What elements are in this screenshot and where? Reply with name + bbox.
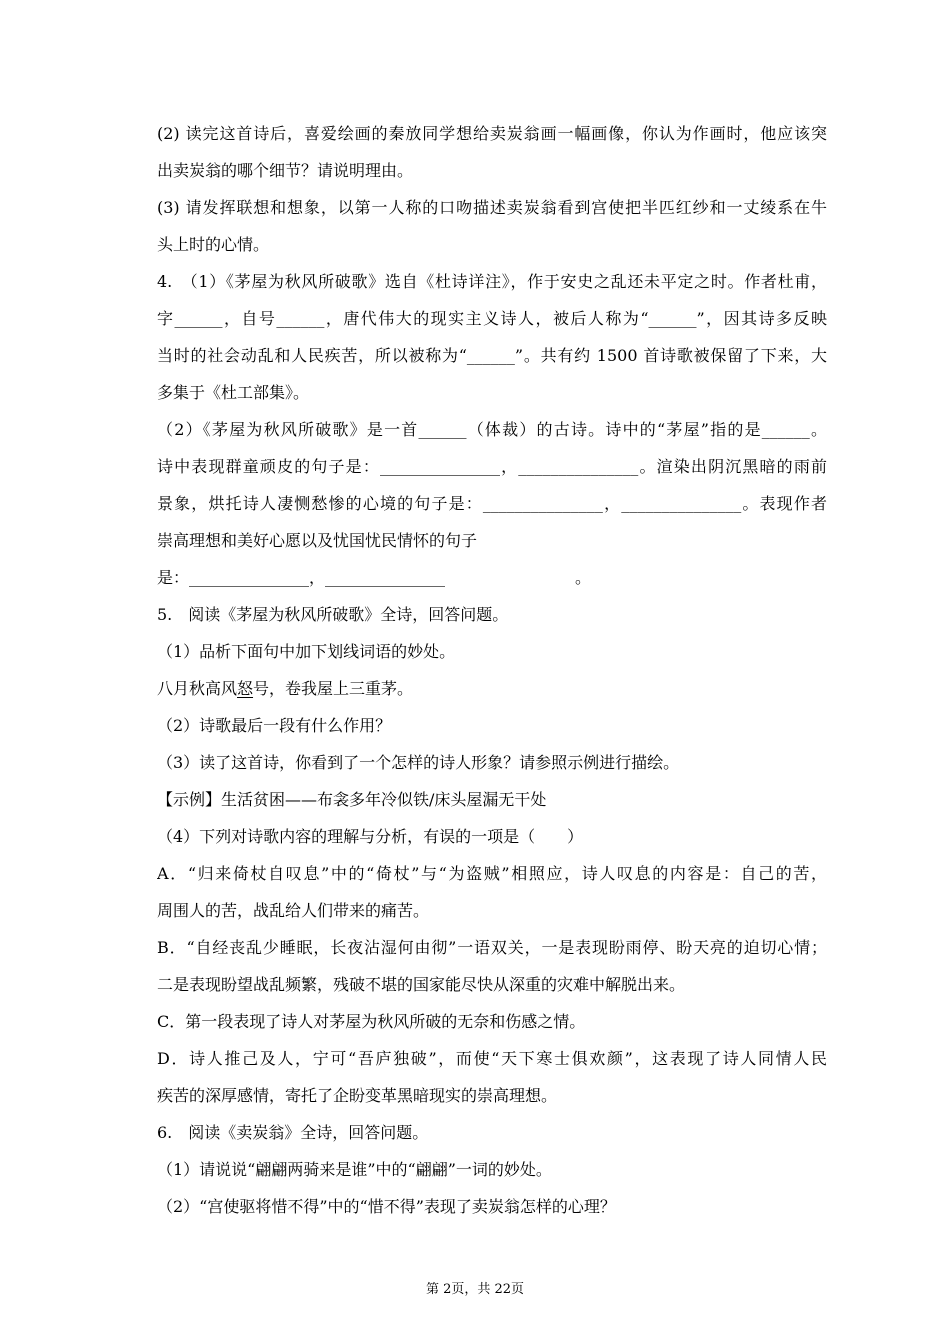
question-5-sub-2: （2）诗歌最后一段有什么作用？: [157, 716, 392, 735]
text-line: 诗中表现群童顽皮的句子是：_______________，_______________。渲染出阴沉黑暗的雨前: [157, 457, 827, 476]
page-footer: 第 2页，共 22页: [425, 1282, 525, 1297]
poem-after: 号，卷我屋上三重茅。: [253, 679, 414, 698]
option-b-line-2: 二是表现盼望战乱频繁，残破不堪的国家能尽快从深重的灾难中解脱出来。: [157, 975, 686, 994]
page-content: [157, 115, 827, 1225]
text-line: 景象，烘托诗人凄恻愁惨的心境的句子是：_______________，_______________。表现作者: [157, 494, 827, 513]
text-line: 崇高理想和美好心愿以及忧国忧民情怀的句子: [157, 531, 478, 550]
answer-blank-line: [157, 559, 827, 596]
option-c-line-1: C．第一段表现了诗人对茅屋为秋风所破的无奈和伤感之情。: [157, 1012, 586, 1031]
text-line: 字______，自号______，唐代伟大的现实主义诗人，被后人称为“______”，因其诗多反映: [157, 309, 827, 328]
answer-blank-prefix: 是：_______________，_______________: [157, 568, 446, 587]
text-line: 当时的社会动乱和人民疾苦，所以被称为“______”。共有约 1500 首诗歌被保留了下来，大: [157, 346, 827, 365]
question-5-sub-4: （4）下列对诗歌内容的理解与分析，有误的一项是（ ）: [157, 827, 584, 846]
example-line: 【示例】生活贫困——布衾多年冷似铁/床头屋漏无干处: [157, 790, 547, 809]
answer-blank-suffix: 。: [575, 568, 592, 587]
text-line: （2）《茅屋为秋风所破歌》是一首______（体裁）的古诗。诗中的“茅屋”指的是______。: [157, 420, 827, 439]
question-5-title: 5. 阅读《茅屋为秋风所破歌》全诗，回答问题。: [157, 605, 509, 624]
question-5-sub-3: （3）读了这首诗，你看到了一个怎样的诗人形象？请参照示例进行描绘。: [157, 753, 680, 772]
option-a-line-2: 周围人的苦，战乱给人们带来的痛苦。: [157, 901, 430, 920]
poem-before: 八月秋高风: [157, 679, 238, 698]
underlined-word: 怒: [237, 679, 254, 698]
option-b-line-1: B．“自经丧乱少睡眠，长夜沾湿何由彻”一语双关，一是表现盼雨停、盼天亮的迫切心情；: [157, 938, 827, 957]
text-line: 出卖炭翁的哪个细节？请说明理由。: [157, 161, 414, 180]
option-d-line-2: 疾苦的深厚感情，寄托了企盼变革黑暗现实的崇高理想。: [157, 1086, 558, 1105]
text-line: 多集于《杜工部集》。: [157, 383, 310, 402]
text-line: (2) 读完这首诗后，喜爱绘画的秦放同学想给卖炭翁画一幅画像，你认为作画时，他应该突: [157, 124, 827, 143]
question-6-sub-2: （2）“宫使驱将惜不得”中的“惜不得”表现了卖炭翁怎样的心理？: [157, 1197, 616, 1216]
option-d-line-1: D．诗人推己及人，宁可“吾庐独破”，而使“天下寒士俱欢颜”，这表现了诗人同情人民: [157, 1049, 827, 1068]
question-4-title: 4. （1）《茅屋为秋风所破歌》选自《杜诗详注》，作于安史之乱还未平定之时。作者杜甫，: [157, 272, 827, 291]
option-a-line-1: A．“归来倚杖自叹息”中的“倚杖”与“为盗贼”相照应，诗人叹息的内容是：自己的苦，: [157, 864, 827, 883]
question-6-sub-1: （1）请说说“翩翩两骑来是谁”中的“翩翩”一词的妙处。: [157, 1160, 552, 1179]
question-6-title: 6. 阅读《卖炭翁》全诗，回答问题。: [157, 1123, 429, 1142]
text-line: 头上时的心情。: [157, 235, 270, 254]
text-line: (3) 请发挥联想和想象，以第一人称的口吻描述卖炭翁看到宫使把半匹红纱和一丈绫系在牛: [157, 198, 827, 217]
question-5-sub-1: （1）品析下面句中加下划线词语的妙处。: [157, 642, 456, 661]
poem-line: [157, 670, 827, 707]
